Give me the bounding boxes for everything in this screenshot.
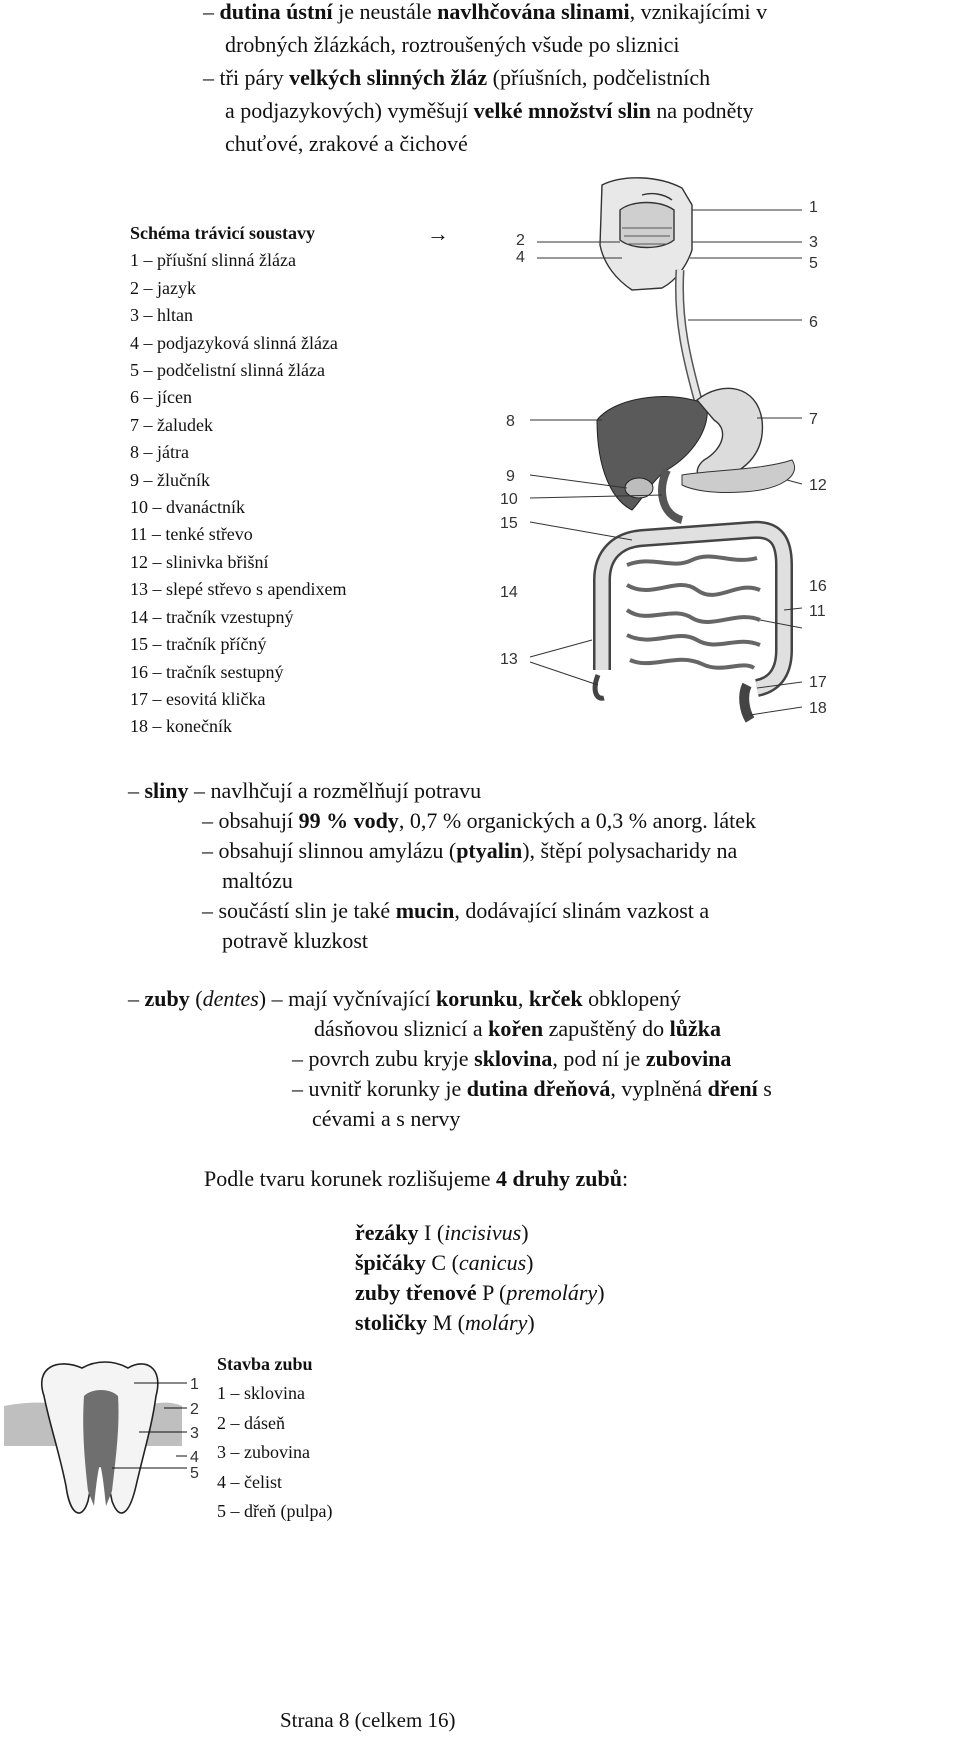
text-run: (příušních, podčelistních xyxy=(487,65,711,90)
sliny-line-5 xyxy=(128,896,948,926)
text-run: navlhčována slinami xyxy=(437,0,630,24)
text-run: – uvnitř korunky je xyxy=(292,1076,467,1101)
text-run: lůžka xyxy=(669,1016,721,1041)
tooth-label-1: 1 xyxy=(190,1376,199,1393)
digestive-legend-item: 4 – podjazyková slinná žláza xyxy=(130,332,338,353)
tooth-label-2: 2 xyxy=(190,1401,199,1418)
small-intestine-shape xyxy=(627,556,760,668)
text-run: dásňovou sliznicí a xyxy=(314,1016,489,1041)
digestive-legend-item: 12 – slinivka břišní xyxy=(130,551,269,572)
sliny-line-3 xyxy=(128,836,948,866)
text-run: s xyxy=(757,1076,772,1101)
text-run: – součástí slin je také xyxy=(202,898,396,923)
text-run: – povrch zubu kryje xyxy=(292,1046,475,1071)
text-run: ) xyxy=(597,1280,605,1305)
digestive-legend-item: 10 – dvanáctník xyxy=(130,497,245,518)
tooth-legend-item: 3 – zubovina xyxy=(217,1442,310,1462)
digestive-system-figure xyxy=(492,170,852,730)
zuby-line-4 xyxy=(128,1074,948,1104)
text-run: , 0,7 % organických a 0,3 % anorg. látek xyxy=(398,808,757,833)
text-run: – tři páry xyxy=(203,65,290,90)
text-run: krček xyxy=(528,986,583,1011)
zuby-line-3 xyxy=(128,1044,948,1074)
tooth-legend-title: Stavba zubu xyxy=(217,1354,313,1374)
tooth-legend-list xyxy=(217,1379,457,1527)
fig-label-13: 13 xyxy=(500,651,518,668)
text-run: ) – mají vyčnívající xyxy=(258,986,436,1011)
digestive-legend-item: 7 – žaludek xyxy=(130,414,213,435)
digestive-legend-item: 5 – podčelistní slinná žláza xyxy=(130,360,325,381)
text-run: dření xyxy=(707,1076,758,1101)
text-run: špičáky xyxy=(355,1250,426,1275)
digestive-legend-item: 13 – slepé střevo s apendixem xyxy=(130,579,347,600)
text-run: – obsahují slinnou amylázu ( xyxy=(202,838,457,863)
teeth-types-list xyxy=(355,1218,605,1338)
text-run: – xyxy=(203,0,220,24)
appendix-shape xyxy=(595,675,604,698)
text-run: řezáky xyxy=(355,1220,419,1245)
text-run: a podjazykových) vyměšují xyxy=(225,98,474,123)
tooth-legend-item: 4 – čelist xyxy=(217,1471,282,1492)
text-run: sliny xyxy=(144,778,189,803)
large-intestine-shape xyxy=(602,530,784,688)
digestive-legend-item: 1 – příušní slinná žláza xyxy=(130,250,296,271)
tooth-legend-item: 5 – dřeň (pulpa) xyxy=(217,1501,333,1521)
digestive-legend-item: 16 – tračník sestupný xyxy=(130,661,284,682)
text-run: canicus xyxy=(458,1250,527,1275)
saliva-line-3 xyxy=(203,61,943,94)
digestive-legend-item: 18 – konečník xyxy=(130,716,232,737)
fig-label-6: 6 xyxy=(809,314,818,331)
text-run: incisivus xyxy=(444,1220,522,1245)
text-run: zubovina xyxy=(645,1046,732,1071)
text-run: ) xyxy=(527,1310,535,1335)
digestive-legend-item: 3 – hltan xyxy=(130,305,193,326)
fig-label-15: 15 xyxy=(500,515,518,532)
fig-label-10: 10 xyxy=(500,491,518,508)
tooth-legend xyxy=(217,1350,457,1527)
text-run: sklovina xyxy=(474,1046,553,1071)
text-run: , xyxy=(517,986,529,1011)
text-run: stoličky xyxy=(355,1310,428,1335)
liver-shape xyxy=(597,397,707,510)
digestive-legend-item: 15 – tračník příčný xyxy=(130,634,267,655)
fig-label-1: 1 xyxy=(809,199,818,216)
text-run: moláry xyxy=(465,1310,528,1335)
tooth-label-5: 5 xyxy=(190,1465,199,1482)
text-run: , dodávající slinám vazkost a xyxy=(454,898,710,923)
fig-label-12: 12 xyxy=(809,477,827,494)
text-run: 4 druhy zubů xyxy=(496,1166,622,1191)
sliny-line-1 xyxy=(128,776,948,806)
tooth-label-4: 4 xyxy=(190,1449,199,1466)
text-run: 99 % vody xyxy=(298,808,399,833)
duodenum-shape xyxy=(662,470,682,520)
tooth-structure-figure xyxy=(4,1356,204,1526)
text-run: : xyxy=(622,1166,629,1191)
text-run: C ( xyxy=(425,1250,459,1275)
digestive-legend-item: 17 – esovitá klička xyxy=(130,688,266,709)
tooth-label-3: 3 xyxy=(190,1425,199,1442)
text-run: je neustále xyxy=(332,0,438,24)
sliny-line-4: maltózu xyxy=(222,868,293,893)
zuby-line-1 xyxy=(128,984,948,1014)
text-run: ptyalin xyxy=(456,838,523,863)
text-run: velkých slinných žláz xyxy=(289,65,488,90)
zuby-section xyxy=(128,984,948,1134)
text-run: , pod ní je xyxy=(552,1046,646,1071)
digestive-legend-item: 2 – jazyk xyxy=(130,277,196,298)
text-run: Podle tvaru korunek rozlišujeme xyxy=(204,1166,497,1191)
digestive-legend-title: Schéma trávicí soustavy xyxy=(130,223,315,243)
text-run: P ( xyxy=(476,1280,507,1305)
zuby-line-2 xyxy=(128,1014,948,1044)
text-run: premoláry xyxy=(506,1280,598,1305)
zuby-line-5: cévami a s nervy xyxy=(312,1106,461,1131)
text-run: – obsahují xyxy=(202,808,299,833)
text-run: dentes xyxy=(202,986,259,1011)
fig-label-5: 5 xyxy=(809,255,818,272)
text-run: ) xyxy=(521,1220,529,1245)
tooth-type-item xyxy=(355,1218,605,1248)
digestive-legend xyxy=(130,220,490,741)
text-run: korunku xyxy=(435,986,518,1011)
digestive-legend-item: 14 – tračník vzestupný xyxy=(130,606,294,627)
digestive-legend-list xyxy=(130,247,490,740)
text-run: ( xyxy=(189,986,203,1011)
text-run: zuby xyxy=(144,986,190,1011)
text-run: – xyxy=(128,778,145,803)
fig-label-4: 4 xyxy=(516,249,525,266)
sliny-line-6: potravě kluzkost xyxy=(222,928,369,953)
fig-label-18: 18 xyxy=(809,700,827,717)
text-run: zapuštěný do xyxy=(543,1016,670,1041)
tooth-legend-item: 1 – sklovina xyxy=(217,1383,305,1403)
saliva-line-1 xyxy=(203,0,943,28)
text-run: I ( xyxy=(418,1220,445,1245)
rectum-shape xyxy=(744,685,750,720)
sliny-line-2 xyxy=(128,806,948,836)
text-run: obklopený xyxy=(582,986,682,1011)
text-run: kořen xyxy=(488,1016,544,1041)
fig-label-8: 8 xyxy=(506,413,515,430)
fig-label-9: 9 xyxy=(506,468,515,485)
text-run: – xyxy=(128,986,145,1011)
saliva-glands-text xyxy=(203,0,943,160)
text-run: mucin xyxy=(395,898,455,923)
fig-label-7: 7 xyxy=(809,411,818,428)
text-run: dutina ústní xyxy=(219,0,333,24)
tooth-type-item xyxy=(355,1308,605,1338)
digestive-legend-item: 8 – játra xyxy=(130,442,189,463)
fig-label-17: 17 xyxy=(809,674,827,691)
text-run: dutina dřeňová xyxy=(466,1076,611,1101)
fig-label-11: 11 xyxy=(809,603,826,620)
text-run: zuby třenové xyxy=(355,1280,477,1305)
tooth-type-item xyxy=(355,1248,605,1278)
digestive-legend-item: 9 – žlučník xyxy=(130,469,210,490)
fig-label-16: 16 xyxy=(809,578,827,595)
saliva-line-4 xyxy=(203,94,943,127)
text-run: – navlhčují a rozmělňují potravu xyxy=(188,778,482,803)
sliny-section xyxy=(128,776,948,956)
text-run: velké množství slin xyxy=(473,98,651,123)
text-run: , vznikajícími v xyxy=(629,0,768,24)
fig-label-2: 2 xyxy=(516,232,525,249)
arrow-right-icon: → xyxy=(427,221,449,246)
tooth-legend-item: 2 – dáseň xyxy=(217,1412,285,1433)
teeth-types-intro xyxy=(204,1162,628,1195)
fig-label-14: 14 xyxy=(500,584,518,601)
text-run: , vyplněná xyxy=(610,1076,708,1101)
digestive-legend-item: 11 – tenké střevo xyxy=(130,524,253,545)
fig-label-3: 3 xyxy=(809,234,818,251)
tooth-type-item xyxy=(355,1278,605,1308)
saliva-line-5: chuťové, zrakové a čichové xyxy=(225,131,468,156)
text-run: ) xyxy=(526,1250,534,1275)
saliva-line-2: drobných žlázkách, roztroušených všude po sliznici xyxy=(225,32,680,57)
digestive-legend-item: 6 – jícen xyxy=(130,387,192,408)
text-run: ), štěpí polysacharidy na xyxy=(522,838,738,863)
page-footer: Strana 8 (celkem 16) xyxy=(280,1708,456,1732)
text-run: na podněty xyxy=(650,98,754,123)
text-run: M ( xyxy=(427,1310,466,1335)
stomach-shape xyxy=(697,388,762,480)
